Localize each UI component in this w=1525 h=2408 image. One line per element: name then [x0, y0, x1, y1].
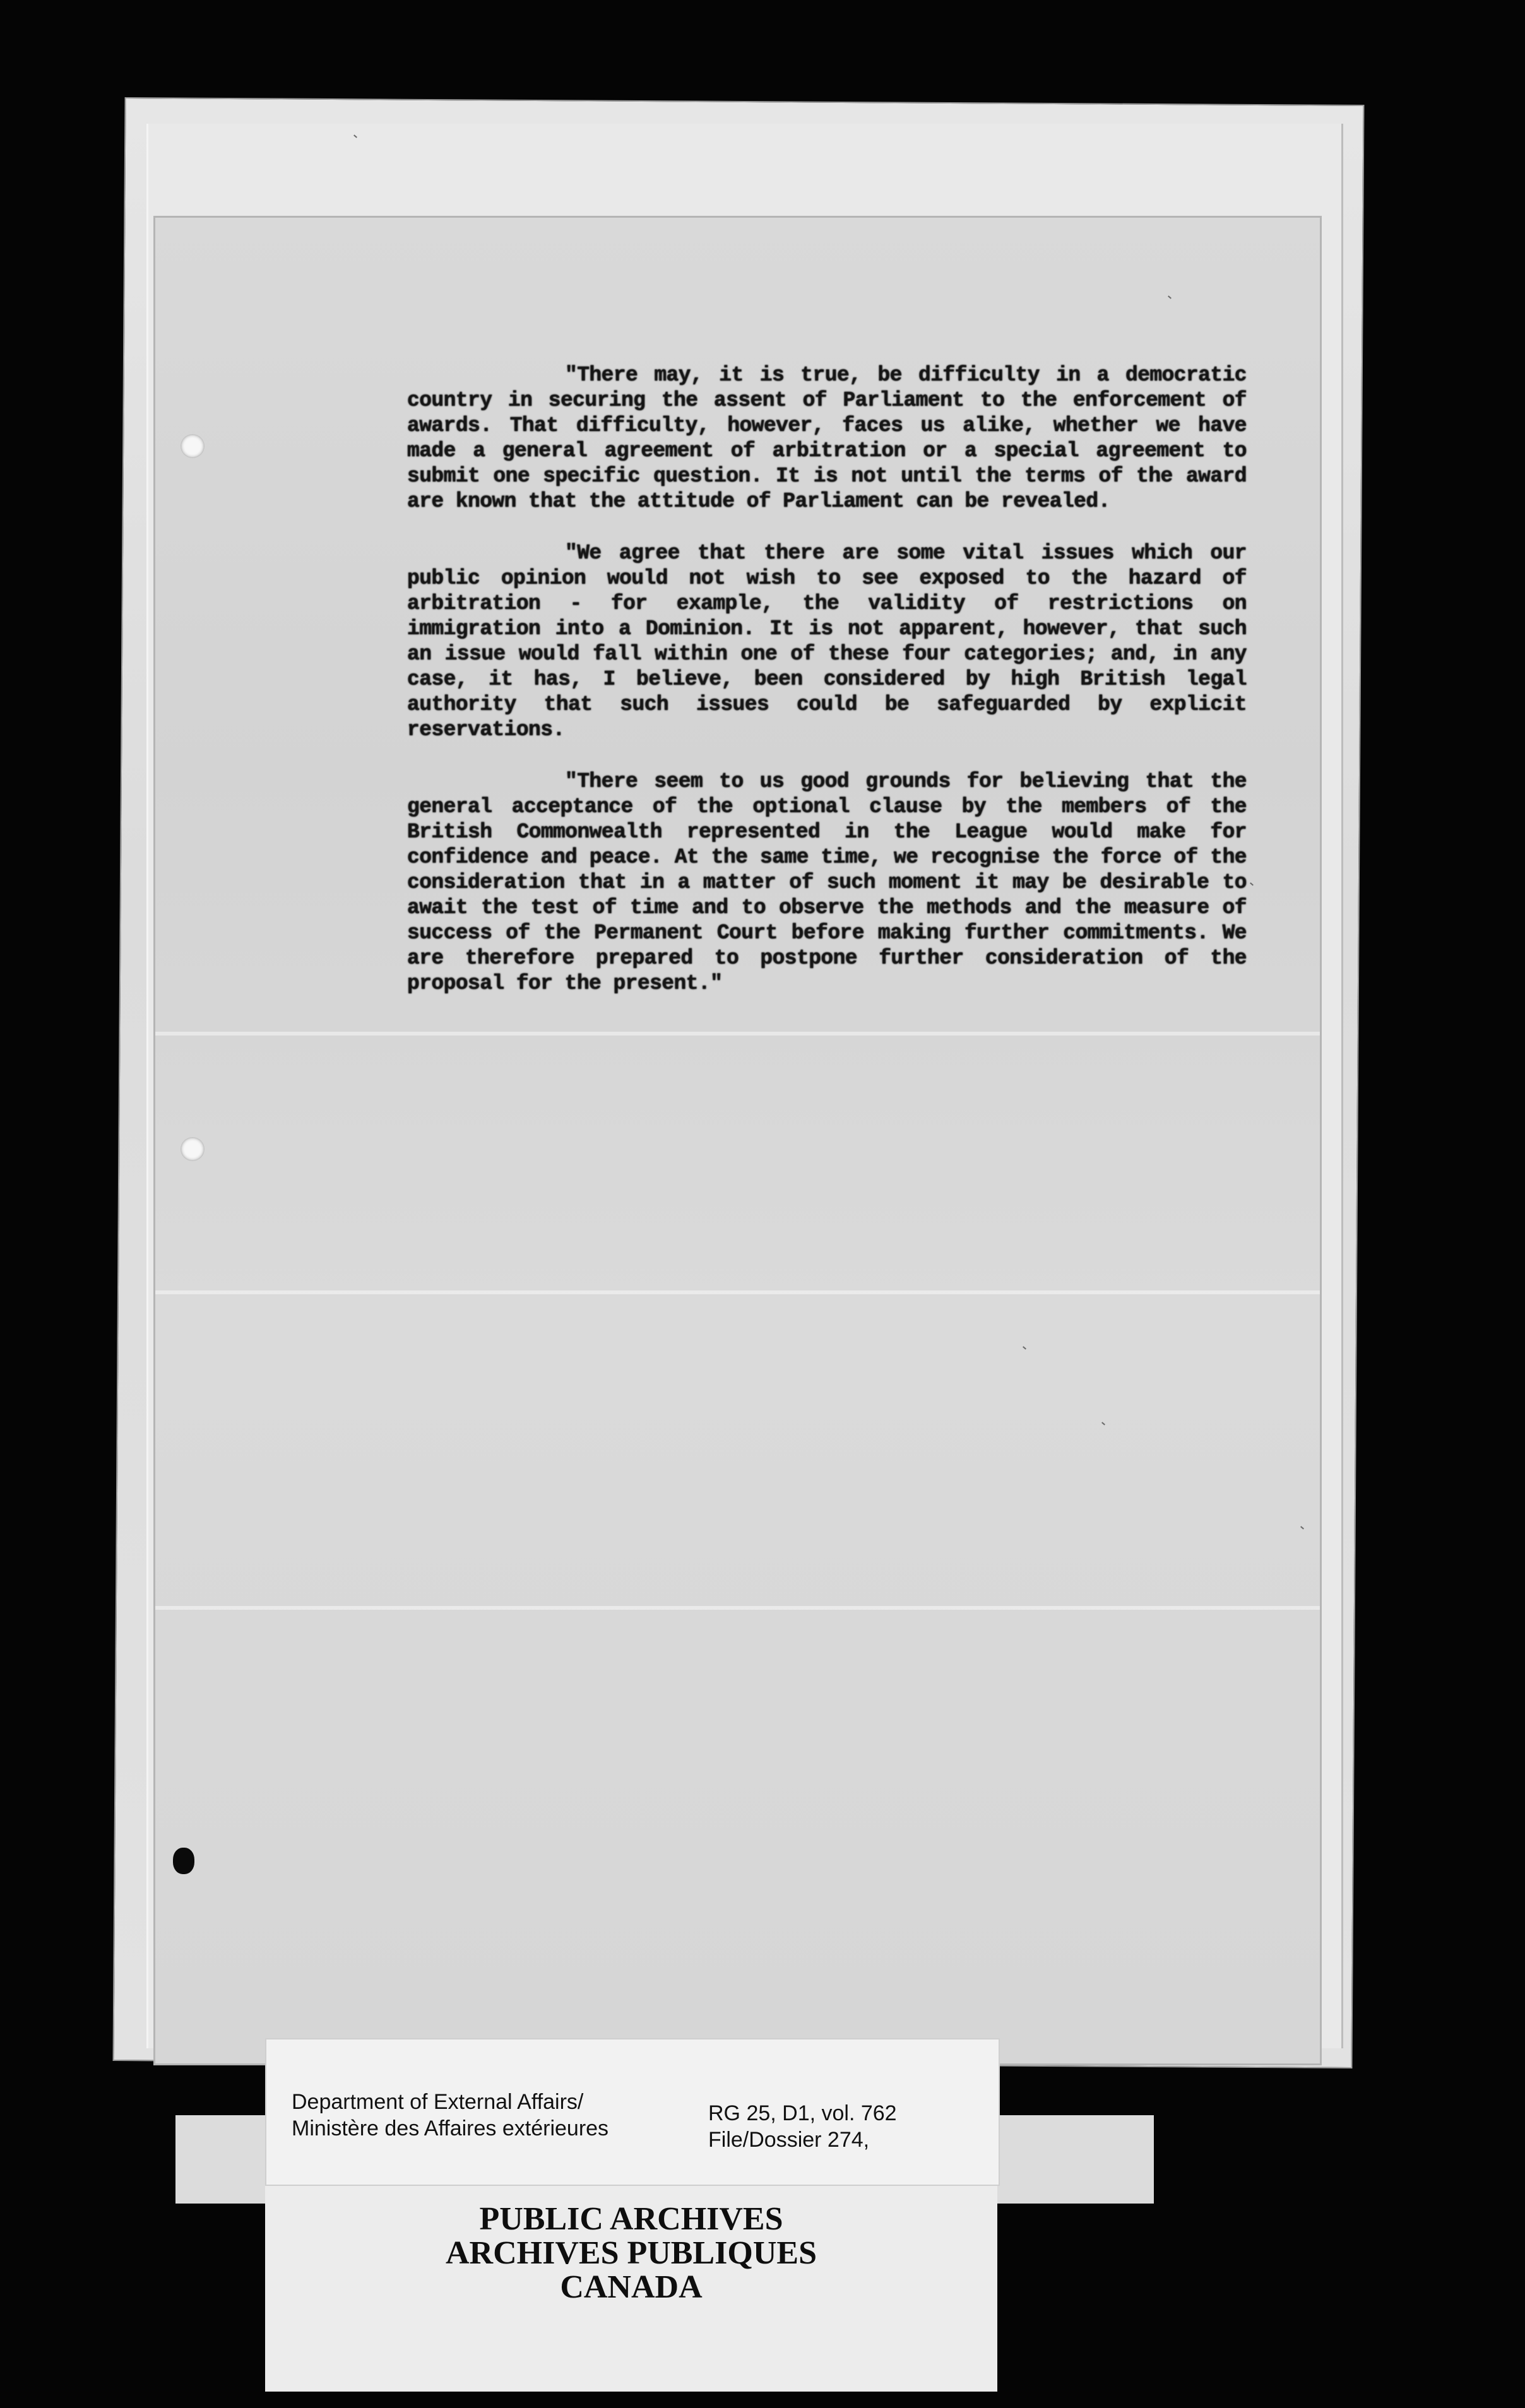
- punch-hole: [181, 434, 205, 458]
- department-en: Department of External Affairs/: [292, 2090, 584, 2114]
- file-number: File/Dossier 274,: [708, 2128, 870, 2152]
- department-fr: Ministère des Affaires extérieures: [292, 2116, 609, 2140]
- stamp-line: CANADA: [560, 2269, 703, 2305]
- punch-hole: [181, 1137, 205, 1161]
- scan-stripe: [155, 1606, 1320, 1610]
- record-group-reference: RG 25, D1, vol. 762: [708, 2101, 897, 2125]
- paragraph: "There may, it is true, be difficulty in a democratic country in securing the assent of Parliament to the enforcement of awards. That difficulty, however, faces us alike, whether we have made a general agreement of arbitration or a special agreement to submit one specific question. It is not until the terms of the award are known that the attitude of Parliament can be revealed.: [407, 363, 1247, 513]
- paragraph: "We agree that there are some vital issues which our public opinion would not wish to see exposed to the hazard of arbitration - for example, the validity of restrictions on immigration into a Dominion. It is not apparent, however, that such an issue would fall within one of these four categories; and, in any case, it has, I believe, been considered by high British legal authority that such issues could be safeguarded by explicit reservations.: [407, 541, 1247, 741]
- paragraph: "There seem to us good grounds for believing that the general acceptance of the optional clause by the members of the British Commonwealth represented in the League would make for confidence and peace. At the same time, we recognise the force of the consideration that in a matter of such moment it may be desirable to await the test of time and to observe the methods and the measure of success of the Permanent Court before making further commitments. We are therefore prepared to postpone further consideration of the proposal for the present.": [407, 770, 1247, 995]
- scan-stripe: [155, 1290, 1320, 1294]
- letter-body: [407, 363, 1247, 1023]
- stamp-line: ARCHIVES PUBLIQUES: [445, 2235, 817, 2271]
- stamp-line: PUBLIC ARCHIVES: [479, 2201, 783, 2237]
- archive-reference-label: [265, 2038, 1000, 2186]
- punch-hole: [173, 1848, 194, 1874]
- archive-stamp-card: [265, 2183, 997, 2392]
- scan-stripe: [155, 1032, 1320, 1036]
